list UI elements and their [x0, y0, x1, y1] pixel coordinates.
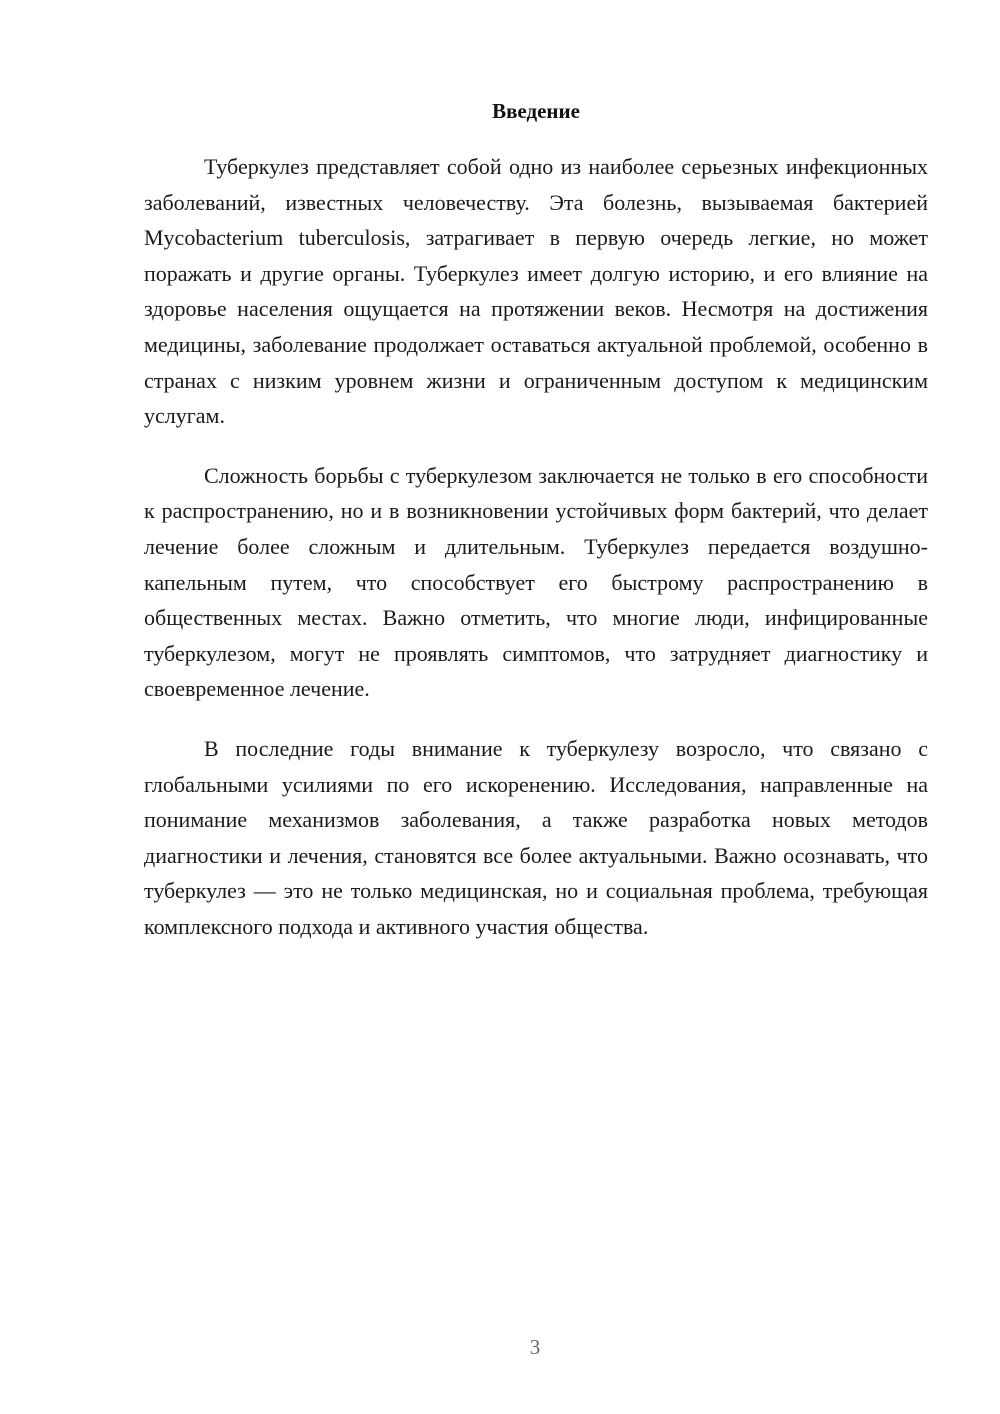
page-content — [144, 92, 928, 968]
section-heading: Введение — [492, 99, 580, 123]
page-number: 3 — [529, 1335, 541, 1359]
paragraph-3: В последние годы внимание к туберкулезу возросло, что связано с глобальными усилиями по его искоренению. Исследования, направленные на понимание механизмов заболевания, а также разработка новых методов диагностики и лечения, становятся все более актуальными. Важно осознавать, что туберкулез — это не только медицинская, но и социальная проблема, требующая комплексного подхода и активного участия общества. — [144, 735, 928, 939]
paragraph-1: Туберкулез представляет собой одно из наиболее серьезных инфекционных заболеваний, известных человечеству. Эта болезнь, вызываемая бактерией Mycobacterium tuberculosis, затрагивает в первую очередь легкие, но может поражать и другие органы. Туберкулез имеет долгую историю, и его влияние на здоровье населения ощущается на протяжении веков. Несмотря на достижения медицины, заболевание продолжает оставаться актуальной проблемой, особенно в странах с низким уровнем жизни и ограниченным доступом к медицинским услугам. — [144, 154, 928, 429]
paragraph-2: Сложность борьбы с туберкулезом заключается не только в его способности к распространению, но и в возникновении устойчивых форм бактерий, что делает лечение более сложным и длительным. Туберкулез передается воздушно-капельным путем, что способствует его быстрому распространению в общественных местах. Важно отметить, что многие люди, инфицированные туберкулезом, могут не проявлять симптомов, что затрудняет диагностику и своевременное лечение. — [144, 462, 928, 702]
